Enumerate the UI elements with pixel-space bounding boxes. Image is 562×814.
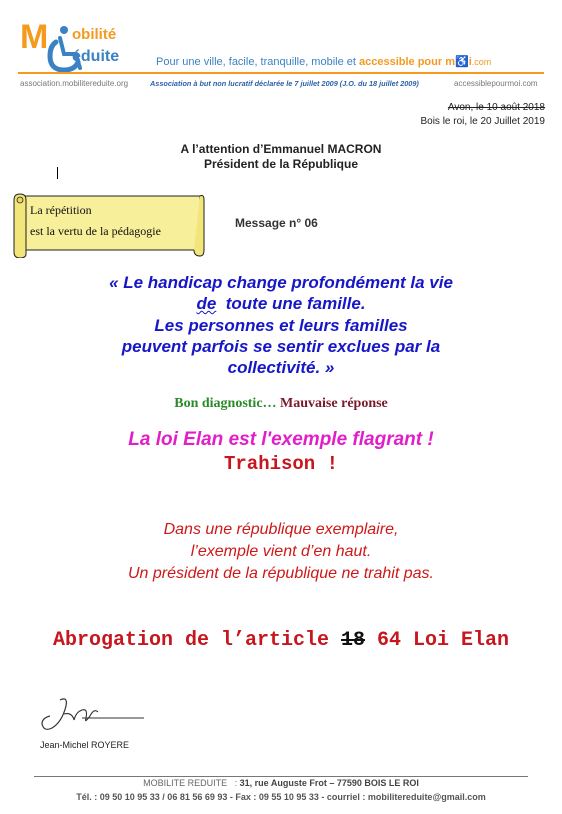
diagnostic-bad: Mauvaise réponse bbox=[276, 396, 388, 411]
tagline-accent-2: i bbox=[468, 56, 472, 68]
addressee-line: A l’attention d’Emmanuel MACRON bbox=[180, 142, 382, 156]
tagline-accent: accessible pour m bbox=[359, 56, 455, 68]
trahison-heading: Trahison ! bbox=[223, 453, 339, 475]
footer-address bbox=[0, 778, 562, 788]
handwritten-signature bbox=[38, 694, 148, 736]
association-declaration: Association à but non lucratif déclarée le 7 juillet 2009 (J.O. du 18 juillet 2009) bbox=[150, 79, 419, 88]
scroll-text-line2: est la vertu de la pédagogie bbox=[30, 224, 161, 238]
logo-text-reduite: éduite bbox=[72, 48, 120, 65]
addressee-title: Président de la République bbox=[203, 157, 359, 171]
quote-line bbox=[0, 294, 562, 314]
abrogation-prefix: Abrogation de l’article bbox=[52, 629, 341, 652]
tagline-plain: Pour une ville, facile, tranquille, mobile et bbox=[156, 56, 359, 68]
quote-line: « Le handicap change profondément la vie bbox=[109, 273, 453, 292]
footer-org: MOBILITE REDUITE : bbox=[143, 778, 240, 788]
site-url: accessiblepourmoi.com bbox=[454, 79, 538, 88]
footer-divider bbox=[34, 776, 528, 777]
association-url: association.mobilitereduite.org bbox=[20, 79, 129, 88]
wheelchair-icon: ♿ bbox=[455, 56, 469, 68]
tagline bbox=[156, 55, 491, 68]
elan-statement: La loi Elan est l'exemple flagrant ! bbox=[128, 429, 434, 450]
quote-word-de: de bbox=[196, 294, 217, 313]
date-old-struck: Avon, le 10 août 2018 bbox=[447, 102, 545, 113]
quote-line2-rest: toute une famille. bbox=[216, 294, 366, 313]
quote-line: collectivité. » bbox=[227, 358, 335, 377]
abrogation-old-number: 18 bbox=[341, 629, 366, 652]
diagnostic-good: Bon diagnostic… bbox=[174, 396, 277, 411]
diagnostic-line bbox=[0, 396, 562, 412]
footer-contact: Tél. : 09 50 10 95 33 / 06 81 56 69 93 - Fax : 09 55 10 95 33 - courriel : mobilitereduite@gmail.com bbox=[76, 792, 486, 802]
header-divider bbox=[18, 72, 544, 74]
republic-line: l’exemple vient d’en haut. bbox=[190, 543, 372, 560]
date-current: Bois le roi, le 20 Juillet 2019 bbox=[420, 116, 545, 127]
text-cursor bbox=[57, 167, 58, 179]
republic-line: Dans une république exemplaire, bbox=[163, 521, 399, 538]
logo-text-mobilite: obilité bbox=[72, 26, 117, 43]
abrogation-heading bbox=[0, 629, 562, 652]
tagline-suffix: .com bbox=[471, 57, 492, 67]
svg-text:M: M bbox=[20, 18, 49, 56]
scroll-text-line1: La répétition bbox=[30, 203, 92, 217]
message-number: Message n° 06 bbox=[235, 216, 318, 230]
quote-line: peuvent parfois se sentir exclues par la bbox=[121, 337, 441, 356]
republic-line: Un président de la république ne trahit pas. bbox=[128, 565, 434, 582]
signer-name: Jean-Michel ROYERE bbox=[40, 740, 130, 750]
quote-line: Les personnes et leurs familles bbox=[154, 316, 408, 335]
footer-street: 31, rue Auguste Frot – 77590 BOIS LE ROI bbox=[239, 778, 419, 788]
abrogation-suffix: 64 Loi Elan bbox=[365, 629, 510, 652]
